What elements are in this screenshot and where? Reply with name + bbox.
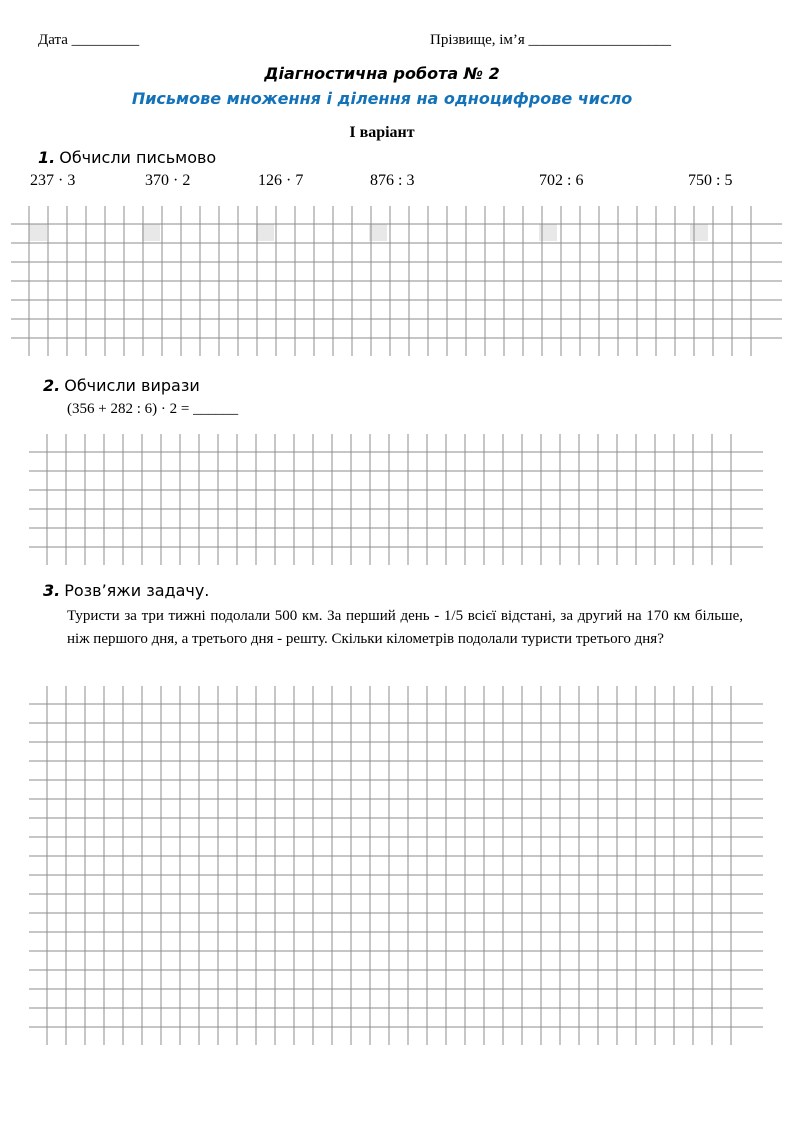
document-title: Діагностична робота № 2 (264, 64, 500, 83)
date-field-label: Дата _________ (38, 32, 140, 48)
task-1-number: 1. (38, 148, 56, 167)
name-field-label: Прізвище, ім’я ___________________ (430, 32, 672, 48)
grid-lines (29, 434, 763, 565)
task-2-number: 2. (43, 376, 61, 395)
task-1-expression: 702 : 6 (539, 172, 584, 189)
grid-lines (11, 206, 782, 356)
task-1-title: Обчисли письмово (59, 148, 217, 167)
grid-lines (29, 686, 763, 1045)
task-1-expression: 750 : 5 (688, 172, 733, 189)
task-3-problem-text: Туристи за три тижні подолали 500 км. За перший день - 1/5 всієї відстані, за другий на 170 км більше, ніж першого дня, а третього дня - решту. Скільки кілометрів подолали туристи третього дня? (67, 608, 743, 647)
task-1-expression: 370 · 2 (145, 172, 191, 189)
document-subtitle: Письмове множення і ділення на одноцифрове число (131, 89, 633, 108)
variant-heading: І варіант (349, 124, 415, 141)
task-3-number: 3. (43, 581, 61, 600)
task-2-heading (43, 376, 200, 396)
task-1-expression: 126 · 7 (258, 172, 304, 189)
task-2-expression: (356 + 282 : 6) · 2 = ______ (67, 401, 239, 417)
task-3-heading (43, 581, 209, 601)
task-2-title: Обчисли вирази (64, 376, 200, 395)
task-3-title: Розв’яжи задачу. (64, 581, 210, 600)
task-1-expression: 876 : 3 (370, 172, 415, 189)
task-1-expression: 237 · 3 (30, 172, 76, 189)
